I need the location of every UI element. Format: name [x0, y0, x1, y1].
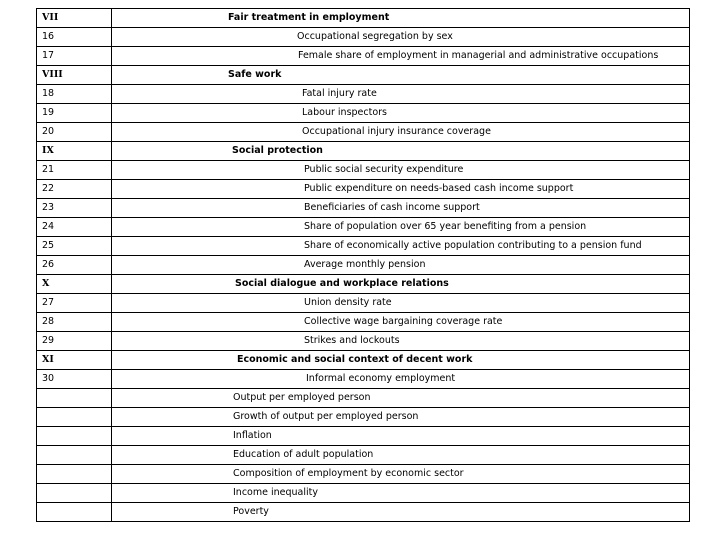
row-number: VIII	[37, 66, 112, 85]
context-row	[37, 446, 690, 465]
indicator-title: Fatal injury rate	[112, 85, 690, 104]
row-number: 22	[37, 180, 112, 199]
row-number: 24	[37, 218, 112, 237]
row-number: 29	[37, 332, 112, 351]
indicator-row	[37, 161, 690, 180]
indicator-row	[37, 199, 690, 218]
row-number: 25	[37, 237, 112, 256]
row-number	[37, 465, 112, 484]
section-title: Social protection	[112, 142, 690, 161]
indicator-row	[37, 332, 690, 351]
section-row	[37, 142, 690, 161]
indicator-title: Average monthly pension	[112, 256, 690, 275]
section-row	[37, 275, 690, 294]
indicator-row	[37, 104, 690, 123]
section-title: Safe work	[112, 66, 690, 85]
row-number: 20	[37, 123, 112, 142]
section-row	[37, 66, 690, 85]
indicator-title: Output per employed person	[112, 389, 690, 408]
row-number: VII	[37, 9, 112, 28]
row-number	[37, 503, 112, 522]
row-number: 21	[37, 161, 112, 180]
row-number	[37, 446, 112, 465]
row-number: IX	[37, 142, 112, 161]
indicator-title: Occupational injury insurance coverage	[112, 123, 690, 142]
indicator-row	[37, 47, 690, 66]
indicator-title: Beneficiaries of cash income support	[112, 199, 690, 218]
indicator-title: Informal economy employment	[112, 370, 690, 389]
context-row	[37, 465, 690, 484]
indicator-title: Female share of employment in managerial and administrative occupations	[112, 47, 690, 66]
section-title: Social dialogue and workplace relations	[112, 275, 690, 294]
context-row	[37, 503, 690, 522]
indicator-title: Share of population over 65 year benefiting from a pension	[112, 218, 690, 237]
row-number: 27	[37, 294, 112, 313]
row-number: XI	[37, 351, 112, 370]
row-number: X	[37, 275, 112, 294]
section-row	[37, 9, 690, 28]
indicator-title: Collective wage bargaining coverage rate	[112, 313, 690, 332]
indicator-row	[37, 123, 690, 142]
indicator-title: Share of economically active population contributing to a pension fund	[112, 237, 690, 256]
indicator-row	[37, 370, 690, 389]
context-row	[37, 484, 690, 503]
row-number: 18	[37, 85, 112, 104]
indicator-title: Strikes and lockouts	[112, 332, 690, 351]
indicator-title: Inflation	[112, 427, 690, 446]
row-number: 19	[37, 104, 112, 123]
indicator-row	[37, 28, 690, 47]
indicator-row	[37, 85, 690, 104]
indicator-title: Union density rate	[112, 294, 690, 313]
row-number	[37, 389, 112, 408]
indicator-title: Income inequality	[112, 484, 690, 503]
context-row	[37, 427, 690, 446]
indicator-row	[37, 313, 690, 332]
indicator-row	[37, 256, 690, 275]
indicator-title: Labour inspectors	[112, 104, 690, 123]
indicator-title: Growth of output per employed person	[112, 408, 690, 427]
row-number: 28	[37, 313, 112, 332]
row-number: 17	[37, 47, 112, 66]
context-row	[37, 408, 690, 427]
row-number: 16	[37, 28, 112, 47]
indicator-title: Poverty	[112, 503, 690, 522]
row-number	[37, 484, 112, 503]
indicator-title: Public social security expenditure	[112, 161, 690, 180]
section-row	[37, 351, 690, 370]
context-row	[37, 389, 690, 408]
indicator-table	[36, 8, 690, 522]
indicator-title: Composition of employment by economic sector	[112, 465, 690, 484]
row-number	[37, 427, 112, 446]
indicator-row	[37, 237, 690, 256]
indicator-title: Education of adult population	[112, 446, 690, 465]
row-number: 30	[37, 370, 112, 389]
row-number	[37, 408, 112, 427]
row-number: 23	[37, 199, 112, 218]
indicator-title: Public expenditure on needs-based cash income support	[112, 180, 690, 199]
indicator-row	[37, 294, 690, 313]
indicator-row	[37, 180, 690, 199]
row-number: 26	[37, 256, 112, 275]
indicator-title: Occupational segregation by sex	[112, 28, 690, 47]
section-title: Economic and social context of decent work	[112, 351, 690, 370]
section-title: Fair treatment in employment	[112, 9, 690, 28]
indicator-row	[37, 218, 690, 237]
